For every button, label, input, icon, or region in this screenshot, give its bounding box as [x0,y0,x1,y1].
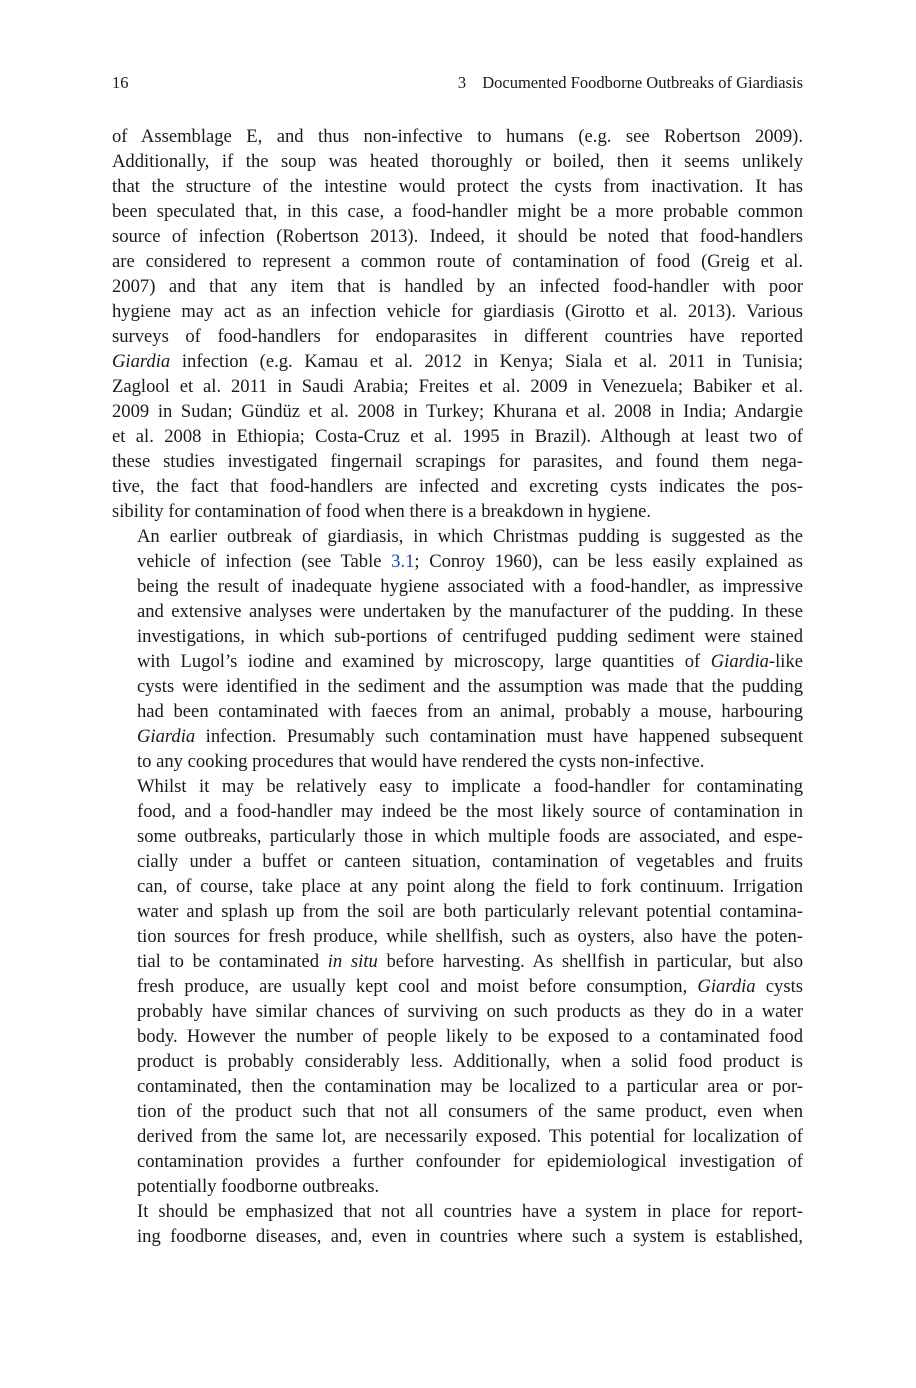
table-reference-link[interactable]: 3.1 [391,551,415,572]
text-line: vehicle of infection (see Table 3.1; Conroy 1960), can be less easily explained as [137,551,803,572]
text-line: Additionally, if the soup was heated thoroughly or boiled, then it seems unlikely [112,151,803,172]
text-line: potentially foodborne outbreaks. [137,1176,380,1197]
text-line: that the structure of the intestine would protect the cysts from inactivation. It has [112,176,803,197]
text-line: to any cooking procedures that would have rendered the cysts non-infective. [137,751,705,772]
text-line: cially under a buffet or canteen situation, contamination of vegetables and fruits [137,851,803,872]
text-line: body. However the number of people likely to be exposed to a contaminated food [137,1026,803,1047]
text-line: had been contaminated with faeces from an animal, probably a mouse, harbouring [137,701,803,722]
text-line: some outbreaks, particularly those in which multiple foods are associated, and espe- [137,826,803,847]
paragraph [112,1199,803,1249]
text-line: of Assemblage E, and thus non-infective to humans (e.g. see Robertson 2009). [112,126,803,147]
text-line: and extensive analyses were undertaken by the manufacturer of the pudding. In these [137,601,803,622]
chapter-title: Documented Foodborne Outbreaks of Giardiasis [482,73,803,92]
text-line: It should be emphasized that not all countries have a system in place for report- [137,1201,803,1222]
text-line: Giardia infection. Presumably such contamination must have happened subsequent [137,726,803,747]
text-line: tion of the product such that not all consumers of the same product, even when [137,1101,803,1122]
text-line: investigations, in which sub-portions of centrifuged pudding sediment were stained [137,626,803,647]
text-line: water and splash up from the soil are both particularly relevant potential contamina- [137,901,803,922]
italic-term: Giardia [137,726,196,747]
text-line: Zaglool et al. 2011 in Saudi Arabia; Freites et al. 2009 in Venezuela; Babiker et al. [112,376,803,397]
paragraph [112,524,803,774]
text-line: 2009 in Sudan; Gündüz et al. 2008 in Turkey; Khurana et al. 2008 in India; Andargie [112,401,803,422]
text-line: probably have similar chances of surviving on such products as they do in a water [137,1001,803,1022]
text-line: being the result of inadequate hygiene associated with a food-handler, as impressive [137,576,803,597]
text-line: Giardia infection (e.g. Kamau et al. 2012 in Kenya; Siala et al. 2011 in Tunisia; [112,351,803,372]
paragraph [112,774,803,1199]
text-line: ing foodborne diseases, and, even in countries where such a system is established, [137,1226,803,1247]
text-line: tion sources for fresh produce, while shellfish, such as oysters, also have the poten- [137,926,803,947]
text-line: product is probably considerably less. Additionally, when a solid food product is [137,1051,803,1072]
text-line: contamination provides a further confounder for epidemiological investigation of [137,1151,803,1172]
text-line: hygiene may act as an infection vehicle for giardiasis (Girotto et al. 2013). Various [112,301,803,322]
text-line: with Lugol’s iodine and examined by microscopy, large quantities of Giardia-like [137,651,803,672]
text-line: can, of course, take place at any point along the field to fork continuum. Irrigation [137,876,803,897]
text-line: Whilst it may be relatively easy to implicate a food-handler for contaminating [137,776,803,797]
paragraph [112,124,803,524]
italic-term: Giardia [710,651,769,672]
page-header [112,72,803,94]
running-head [458,72,803,94]
text-line: been speculated that, in this case, a food-handler might be a more probable common [112,201,803,222]
text-line: tial to be contaminated in situ before harvesting. As shellfish in particular, but also [137,951,803,972]
text-line: are considered to represent a common route of contamination of food (Greig et al. [112,251,803,272]
body-text [112,124,803,1249]
chapter-number: 3 [457,73,467,92]
italic-term: in situ [327,951,378,972]
text-line: surveys of food-handlers for endoparasites in different countries have reported [112,326,803,347]
text-line: fresh produce, are usually kept cool and moist before consumption, Giardia cysts [137,976,803,997]
text-line: tive, the fact that food-handlers are infected and excreting cysts indicates the pos- [112,476,803,497]
text-line: 2007) and that any item that is handled by an infected food-handler with poor [112,276,803,297]
page-number: 16 [112,73,129,92]
text-line: et al. 2008 in Ethiopia; Costa-Cruz et al. 1995 in Brazil). Although at least two of [112,426,803,447]
text-line: source of infection (Robertson 2013). Indeed, it should be noted that food-handlers [112,226,803,247]
italic-term: Giardia [112,351,171,372]
text-line: sibility for contamination of food when there is a breakdown in hygiene. [112,501,652,522]
text-line: contaminated, then the contamination may be localized to a particular area or por- [137,1076,803,1097]
text-line: cysts were identified in the sediment and the assumption was made that the pudding [137,676,803,697]
text-line: derived from the same lot, are necessarily exposed. This potential for localization of [137,1126,803,1147]
italic-term: Giardia [697,976,756,997]
text-line: these studies investigated fingernail scrapings for parasites, and found them nega- [112,451,803,472]
text-line: An earlier outbreak of giardiasis, in which Christmas pudding is suggested as the [137,526,803,547]
text-line: food, and a food-handler may indeed be the most likely source of contamination in [137,801,803,822]
